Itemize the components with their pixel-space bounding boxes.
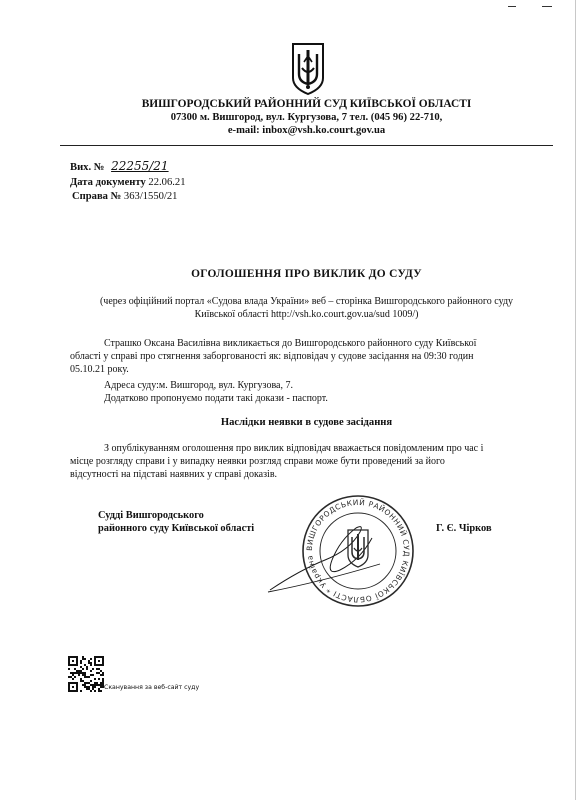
scan-edge: [575, 0, 576, 800]
summons-line-3: 05.10.21 року.: [70, 364, 129, 375]
document-date-row: [70, 176, 185, 189]
scan-mark: [542, 6, 552, 7]
date-label: Дата документу: [70, 177, 146, 188]
date-value: 22.06.21: [148, 177, 186, 188]
consequences-line-1: З опублікуванням оголошення про виклик відповідач вважається повідомленим про час і: [104, 443, 484, 454]
qr-code-icon: [68, 656, 104, 692]
summons-line-2: області у справі про стягнення заборгованості як: відповідач у судове засідання на 09:30 годин: [70, 351, 474, 362]
consequences-line-2: місце розгляду справи і у випадку неявки розгляд справи може бути проведений за його: [70, 456, 445, 467]
subtitle-line-1: (через офіційний портал «Судова влада України» веб – сторінка Вишгородського районного суду: [99, 296, 514, 307]
case-number-row: [72, 190, 177, 203]
subtitle-line-2: Київської області http://vsh.ko.court.gov.ua/sud 1009/): [194, 309, 419, 320]
stamp-trident-icon: [348, 530, 368, 567]
additional-evidence-line: Додатково пропонуємо подати такі докази - паспорт.: [104, 393, 328, 404]
qr-caption: Сканування за веб-сайт суду: [104, 684, 200, 691]
outgoing-number-handwritten: 22255/21: [111, 159, 169, 173]
court-address: 07300 м. Вишгород, вул. Кургузова, 7 тел. (045 96) 22-710,: [170, 112, 443, 123]
signer-name: Г. Є. Чірков: [436, 523, 492, 534]
trident-emblem-icon: [290, 42, 326, 96]
header-divider: [60, 145, 553, 146]
outgoing-label: Вих. №: [70, 162, 105, 173]
section-heading: Наслідки неявки в судове засідання: [220, 417, 393, 428]
official-stamp: [300, 493, 416, 609]
court-email: e-mail: inbox@vsh.ko.court.gov.ua: [227, 125, 386, 136]
signer-role-line-1: Судді Вишгородського: [98, 510, 204, 521]
court-name: ВИШГОРОДСЬКИЙ РАЙОННИЙ СУД КИЇВСЬКОЇ ОБЛАСТІ: [141, 98, 472, 110]
summons-line-1: Страшко Оксана Василівна викликається до Вишгородського районного суду Київської: [104, 338, 477, 349]
signer-role-line-2: районного суду Київської області: [98, 523, 255, 534]
case-label: Справа №: [72, 191, 122, 202]
document-title: ОГОЛОШЕННЯ ПРО ВИКЛИК ДО СУДУ: [191, 268, 422, 280]
stamp-ring-text: ВИШГОРОДСЬКИЙ РАЙОННИЙ СУД КИЇВСЬКОЇ ОБЛАСТІ * Україна: [304, 497, 412, 605]
case-value: 363/1550/21: [123, 191, 178, 202]
scan-mark: [508, 6, 516, 7]
outgoing-number-row: [70, 160, 169, 174]
consequences-line-3: відсутності на підставі наявних у справі доказів.: [70, 469, 278, 480]
court-address-line: Адреса суду:м. Вишгород, вул. Кургузова, 7.: [104, 380, 293, 391]
